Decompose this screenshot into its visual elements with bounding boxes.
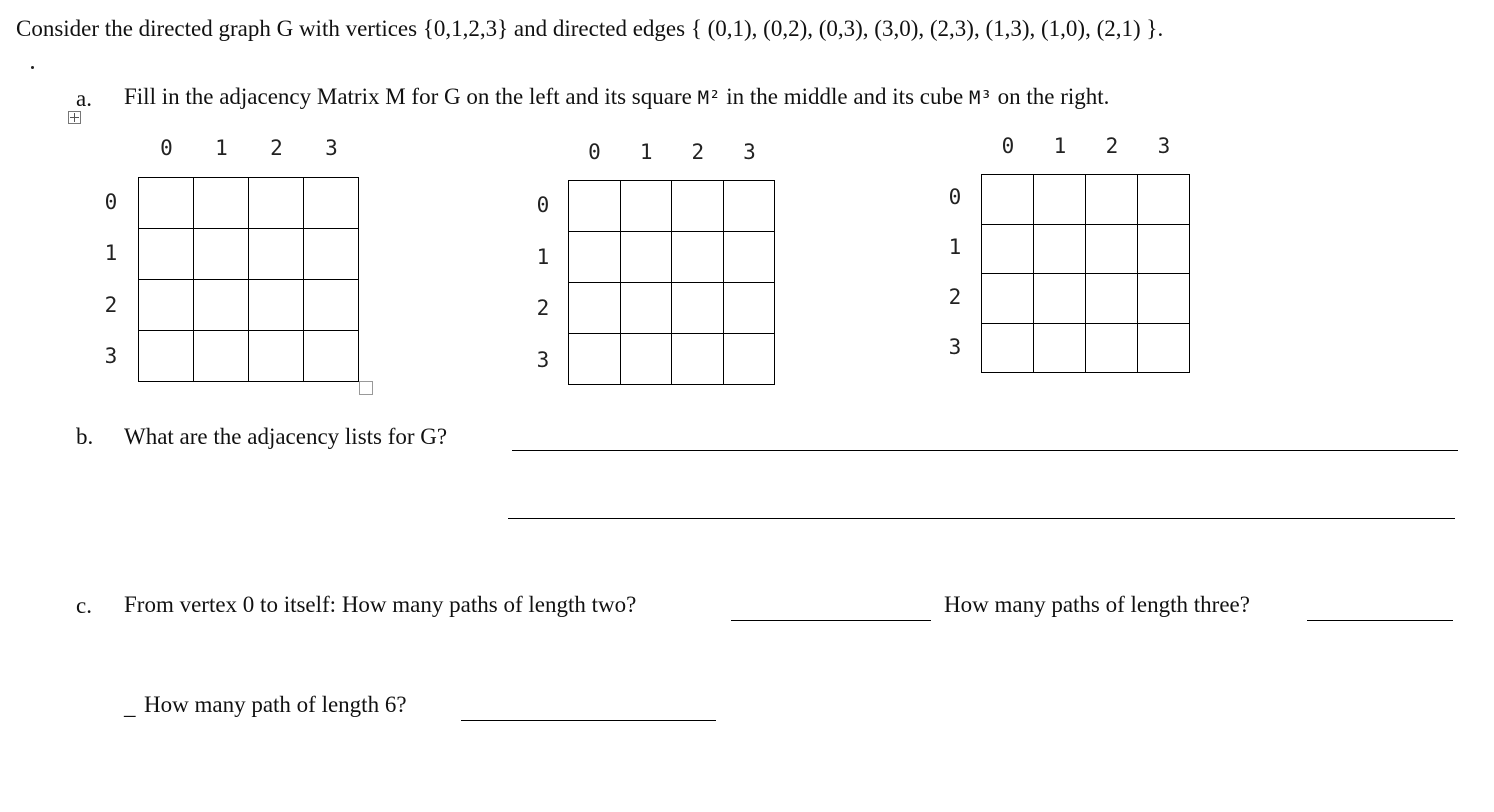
matrix-m2-row-labels <box>530 180 556 386</box>
part-b-marker: b. <box>76 424 94 449</box>
row-label: 3 <box>104 343 118 368</box>
matrix-cell[interactable] <box>139 229 194 280</box>
row-label: 2 <box>104 292 118 317</box>
part-c-underscore: _ <box>124 694 136 719</box>
matrix-cell[interactable] <box>724 283 776 334</box>
row-label: 2 <box>948 285 962 309</box>
matrix-cell[interactable] <box>1086 274 1138 324</box>
row-label: 3 <box>536 347 550 372</box>
problem-statement: Consider the directed graph G with vertices {0,1,2,3} and directed edges { (0,1), (0,2), (0,3), (3,0), (2,3), (1,3), (1,0), (2,1) }. <box>16 16 1164 41</box>
col-label: 3 <box>743 140 756 164</box>
m-cube-label: M³ <box>968 87 992 109</box>
part-a-instruction: Fill in the adjacency Matrix M for G on the left and its square M² in the middle and its cube M³ on the right. <box>124 84 1110 109</box>
matrix-cell[interactable] <box>672 181 724 232</box>
matrix-cell[interactable] <box>1138 274 1190 324</box>
matrix-m2-column-labels <box>569 140 775 164</box>
table-resize-handle-icon[interactable] <box>359 381 373 395</box>
matrix-cell[interactable] <box>982 225 1034 275</box>
row-label: 0 <box>948 185 962 209</box>
col-label: 2 <box>1105 134 1119 158</box>
matrix-cell[interactable] <box>672 283 724 334</box>
part-c-question-length-three: How many paths of length three? <box>944 592 1250 617</box>
matrix-cell[interactable] <box>304 229 359 280</box>
matrix-cell[interactable] <box>1138 324 1190 374</box>
matrix-cell[interactable] <box>569 283 621 334</box>
col-label: 1 <box>215 136 228 160</box>
matrix-cell[interactable] <box>569 232 621 283</box>
matrix-cell[interactable] <box>139 331 194 382</box>
matrix-cell[interactable] <box>139 280 194 331</box>
matrix-m2-grid <box>568 180 775 385</box>
part-c-marker: c. <box>76 593 92 618</box>
col-label: 0 <box>160 136 173 160</box>
matrix-cell[interactable] <box>194 178 249 229</box>
length-three-answer-line[interactable] <box>1307 620 1453 621</box>
length-two-answer-line[interactable] <box>731 620 931 621</box>
row-label: 0 <box>536 193 550 217</box>
matrix-cell[interactable] <box>1034 274 1086 324</box>
part-a-marker: a. <box>76 86 92 111</box>
matrix-cell[interactable] <box>982 274 1034 324</box>
row-label: 1 <box>536 244 550 269</box>
matrix-cell[interactable] <box>569 334 621 385</box>
matrix-cell[interactable] <box>621 181 673 232</box>
matrix-m3-grid <box>981 174 1190 373</box>
matrix-cell[interactable] <box>621 283 673 334</box>
matrix-cell[interactable] <box>249 229 304 280</box>
col-label: 3 <box>325 136 338 160</box>
matrix-cell[interactable] <box>672 232 724 283</box>
row-label: 3 <box>948 335 962 359</box>
matrix-cell[interactable] <box>1034 324 1086 374</box>
matrix-cell[interactable] <box>139 178 194 229</box>
m-square-label: M² <box>697 87 721 109</box>
matrix-cell[interactable] <box>1034 175 1086 225</box>
matrix-cell[interactable] <box>621 232 673 283</box>
matrix-cell[interactable] <box>1086 225 1138 275</box>
matrix-cell[interactable] <box>724 232 776 283</box>
col-label: 2 <box>270 136 283 160</box>
part-c-question-length-six: How many path of length 6? <box>144 692 407 717</box>
matrix-cell[interactable] <box>672 334 724 385</box>
matrix-cell[interactable] <box>249 280 304 331</box>
matrix-cell[interactable] <box>249 178 304 229</box>
col-label: 3 <box>1157 134 1171 158</box>
stray-dot <box>31 66 34 69</box>
matrix-cell[interactable] <box>982 324 1034 374</box>
matrix-cell[interactable] <box>194 229 249 280</box>
matrix-m3-row-labels <box>942 174 968 370</box>
col-label: 0 <box>1001 134 1015 158</box>
matrix-cell[interactable] <box>1138 225 1190 275</box>
table-move-handle-icon[interactable] <box>68 111 81 124</box>
matrix-cell[interactable] <box>304 331 359 382</box>
adjacency-list-answer-line-1[interactable] <box>512 450 1458 451</box>
col-label: 0 <box>588 140 601 164</box>
matrix-cell[interactable] <box>304 280 359 331</box>
matrix-cell[interactable] <box>724 181 776 232</box>
col-label: 1 <box>639 140 653 164</box>
row-label: 2 <box>536 296 550 321</box>
matrix-cell[interactable] <box>194 280 249 331</box>
matrix-m-grid <box>138 177 359 382</box>
length-six-answer-line[interactable] <box>461 720 716 721</box>
matrix-cell[interactable] <box>1086 175 1138 225</box>
matrix-cell[interactable] <box>304 178 359 229</box>
part-b-question: What are the adjacency lists for G? <box>124 424 448 449</box>
matrix-cell[interactable] <box>1086 324 1138 374</box>
part-c-question-length-two: From vertex 0 to itself: How many paths of length two? <box>124 592 637 617</box>
matrix-cell[interactable] <box>249 331 304 382</box>
matrix-cell[interactable] <box>724 334 776 385</box>
row-label: 1 <box>104 241 118 266</box>
matrix-m-row-labels <box>98 177 124 381</box>
matrix-cell[interactable] <box>1138 175 1190 225</box>
col-label: 2 <box>691 140 705 164</box>
adjacency-list-answer-line-2[interactable] <box>508 518 1455 519</box>
matrix-m3-column-labels <box>982 134 1190 158</box>
matrix-cell[interactable] <box>621 334 673 385</box>
matrix-cell[interactable] <box>1034 225 1086 275</box>
matrix-cell[interactable] <box>569 181 621 232</box>
col-label: 1 <box>1053 134 1067 158</box>
row-label: 0 <box>104 190 118 214</box>
matrix-cell[interactable] <box>194 331 249 382</box>
matrix-cell[interactable] <box>982 175 1034 225</box>
matrix-m-column-labels <box>139 136 359 160</box>
row-label: 1 <box>948 235 962 259</box>
